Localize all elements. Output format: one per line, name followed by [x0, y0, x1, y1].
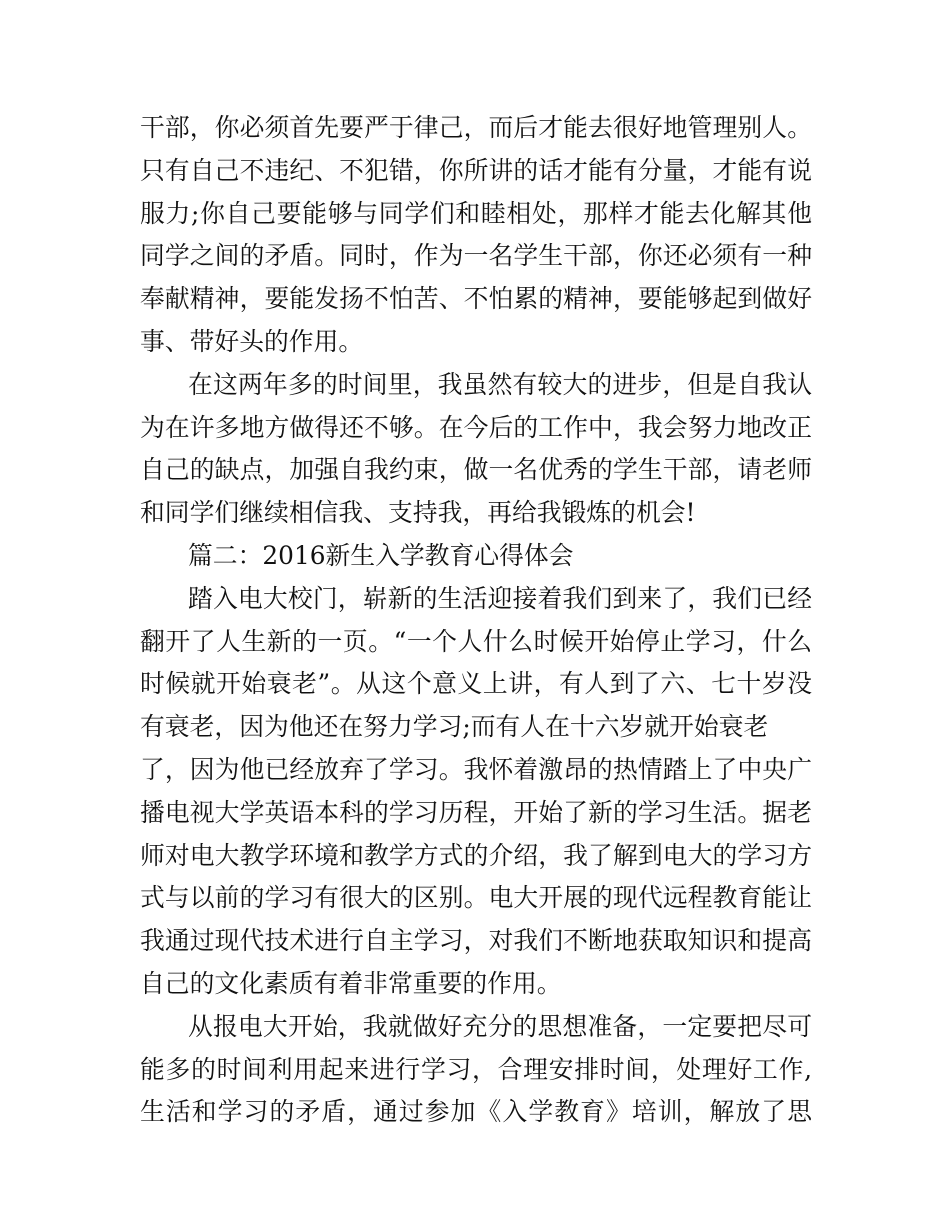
text-line: 自己的文化素质有着非常重要的作用。 — [140, 968, 562, 998]
text-line: 奉献精神，要能发扬不怕苦、不怕累的精神，要能够起到做好 — [140, 284, 812, 314]
text-line: 只有自己不违纪、不犯错，你所讲的话才能有分量，才能有说 — [140, 155, 812, 185]
text-line: 时候就开始衰老”。从这个意义上讲，有人到了六、七十岁没 — [140, 669, 812, 699]
text-line: 干部，你必须首先要严于律己，而后才能去很好地管理别人。 — [140, 113, 812, 142]
text-line: 同学之间的矛盾。同时，作为一名学生干部，你还必须有一种 — [140, 241, 812, 271]
text-line: 事、带好头的作用。 — [140, 326, 364, 356]
text-line: 有衰老，因为他还在努力学习;而有人在十六岁就开始衰老 — [140, 712, 769, 742]
section-heading: 篇二：2016新生入学教育心得体会 — [188, 540, 574, 570]
text-line: 服力;你自己要能够与同学们和睦相处，那样才能去化解其他 — [140, 198, 812, 228]
paragraph-first-line: 踏入电大校门，崭新的生活迎接着我们到来了，我们已经 — [188, 583, 812, 613]
text-line: 翻开了人生新的一页。“一个人什么时候开始停止学习，什么 — [140, 626, 812, 656]
text-line: 能多的时间利用起来进行学习，合理安排时间，处理好工作, — [140, 1054, 812, 1084]
text-line: 为在许多地方做得还不够。在今后的工作中，我会努力地改正 — [140, 412, 812, 442]
text-line: 师对电大教学环境和教学方式的介绍，我了解到电大的学习方 — [140, 840, 812, 870]
document-body — [140, 107, 812, 1134]
paragraph-first-line: 在这两年多的时间里，我虽然有较大的进步，但是自我认 — [188, 369, 812, 399]
text-line: 和同学们继续相信我、支持我，再给我锻炼的机会! — [140, 498, 696, 528]
text-line: 我通过现代技术进行自主学习，对我们不断地获取知识和提高 — [140, 926, 812, 956]
text-line: 了，因为他已经放弃了学习。我怀着激昂的热情踏上了中央广 — [140, 754, 812, 784]
paragraph-first-line: 从报电大开始，我就做好充分的思想准备，一定要把尽可 — [188, 1011, 812, 1041]
text-line: 生活和学习的矛盾，通过参加《入学教育》培训，解放了思 — [140, 1097, 812, 1127]
text-line: 式与以前的学习有很大的区别。电大开展的现代远程教育能让 — [140, 883, 812, 913]
text-line: 播电视大学英语本科的学习历程，开始了新的学习生活。据老 — [140, 797, 812, 827]
text-line: 自己的缺点，加强自我约束，做一名优秀的学生干部，请老师 — [140, 455, 812, 485]
